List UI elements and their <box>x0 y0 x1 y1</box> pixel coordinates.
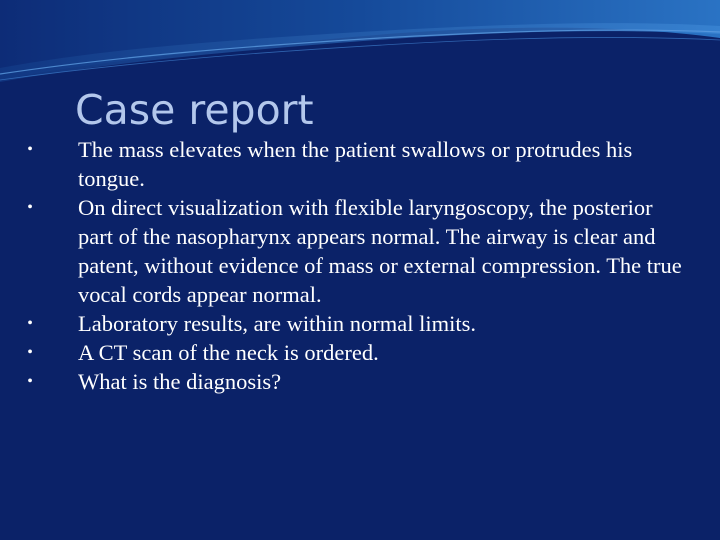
slide-title: Case report <box>75 86 314 134</box>
bullet-dot-icon: • <box>27 344 33 361</box>
bullet-dot-icon: • <box>27 373 33 390</box>
bullet-text: On direct visualization with flexible laryngoscopy, the posterior part of the nasopharynx appears normal. The airway is clear and patent, without evidence of mass or external compression. The true vocal cords appear normal. <box>78 195 682 307</box>
bullet-item <box>22 338 682 367</box>
bullet-text: Laboratory results, are within normal limits. <box>78 311 477 336</box>
decorative-wave-banner <box>0 0 720 90</box>
bullet-dot-icon: • <box>27 315 33 332</box>
bullet-item <box>22 135 682 193</box>
bullet-item <box>22 367 682 396</box>
bullet-item <box>22 193 682 309</box>
bullet-dot-icon: • <box>27 199 33 216</box>
bullet-text: What is the diagnosis? <box>78 369 282 394</box>
bullet-text: The mass elevates when the patient swallows or protrudes his tongue. <box>78 137 633 191</box>
bullet-item <box>22 309 682 338</box>
bullet-list <box>22 135 682 396</box>
bullet-dot-icon: • <box>27 141 33 158</box>
bullet-text: A CT scan of the neck is ordered. <box>78 340 379 365</box>
